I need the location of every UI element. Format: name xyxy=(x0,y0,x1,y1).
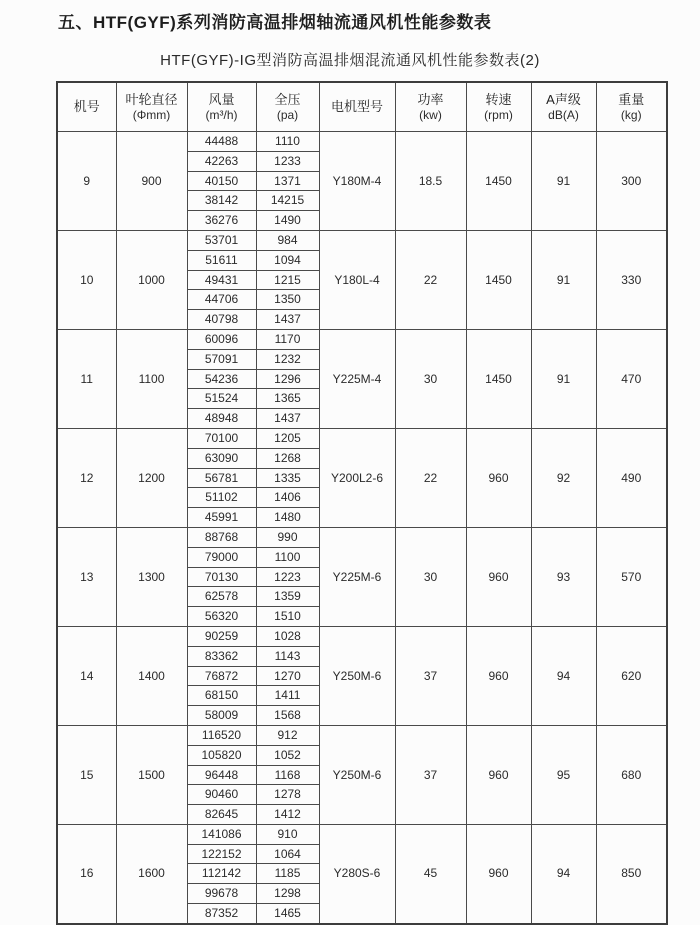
header-unit: (kw) xyxy=(419,108,442,122)
total-pressure-cell: 1510 xyxy=(256,607,319,627)
total-pressure-cell: 1406 xyxy=(256,488,319,508)
total-pressure-cell: 1490 xyxy=(256,211,319,231)
table-row xyxy=(57,725,667,745)
impeller-diameter-cell: 1500 xyxy=(116,725,187,824)
total-pressure-cell: 1437 xyxy=(256,310,319,330)
total-pressure-cell: 1480 xyxy=(256,508,319,528)
col-header-weight xyxy=(596,82,667,132)
air-volume-cell: 116520 xyxy=(187,725,256,745)
table-row xyxy=(57,428,667,448)
air-volume-cell: 51524 xyxy=(187,389,256,409)
table-header-row xyxy=(57,82,667,132)
model-no-cell: 11 xyxy=(57,329,116,428)
total-pressure-cell: 1052 xyxy=(256,745,319,765)
model-no-cell: 16 xyxy=(57,824,116,923)
weight-cell: 470 xyxy=(596,329,667,428)
header-unit: (kg) xyxy=(620,108,642,122)
header-row xyxy=(57,82,667,132)
impeller-diameter-cell: 1000 xyxy=(116,230,187,329)
motor-model-cell: Y225M-4 xyxy=(319,329,395,428)
air-volume-cell: 141086 xyxy=(187,824,256,844)
table-subtitle: HTF(GYF)-IG型消防高温排烟混流通风机性能参数表(2) xyxy=(160,52,540,69)
header-label: 全压 xyxy=(274,92,301,107)
air-volume-cell: 44488 xyxy=(187,132,256,152)
power-cell: 30 xyxy=(395,527,466,626)
motor-model-cell: Y250M-6 xyxy=(319,725,395,824)
header-label: 重量 xyxy=(618,92,645,107)
col-header-impeller-diameter xyxy=(116,82,187,132)
total-pressure-cell: 1110 xyxy=(256,132,319,152)
col-header-total-pressure xyxy=(256,82,319,132)
header-label: 电机型号 xyxy=(330,99,383,114)
model-no-cell: 10 xyxy=(57,230,116,329)
total-pressure-cell: 910 xyxy=(256,824,319,844)
air-volume-cell: 48948 xyxy=(187,409,256,429)
total-pressure-cell: 1365 xyxy=(256,389,319,409)
air-volume-cell: 51611 xyxy=(187,250,256,270)
total-pressure-cell: 1094 xyxy=(256,250,319,270)
air-volume-cell: 62578 xyxy=(187,587,256,607)
speed-cell: 960 xyxy=(466,428,531,527)
table-row xyxy=(57,527,667,547)
air-volume-cell: 105820 xyxy=(187,745,256,765)
speed-cell: 1450 xyxy=(466,230,531,329)
power-cell: 22 xyxy=(395,428,466,527)
air-volume-cell: 90259 xyxy=(187,626,256,646)
air-volume-cell: 90460 xyxy=(187,785,256,805)
speed-cell: 960 xyxy=(466,626,531,725)
speed-cell: 960 xyxy=(466,824,531,923)
air-volume-cell: 44706 xyxy=(187,290,256,310)
header-unit: dB(A) xyxy=(548,108,579,122)
col-header-motor-model xyxy=(319,82,395,132)
model-no-cell: 13 xyxy=(57,527,116,626)
air-volume-cell: 82645 xyxy=(187,805,256,825)
header-label: 风量 xyxy=(208,92,235,107)
air-volume-cell: 36276 xyxy=(187,211,256,231)
header-label: 功率 xyxy=(417,92,444,107)
power-cell: 37 xyxy=(395,626,466,725)
noise-level-cell: 92 xyxy=(531,428,596,527)
fan-performance-table xyxy=(56,81,668,925)
air-volume-cell: 83362 xyxy=(187,646,256,666)
air-volume-cell: 60096 xyxy=(187,329,256,349)
total-pressure-cell: 1168 xyxy=(256,765,319,785)
total-pressure-cell: 1296 xyxy=(256,369,319,389)
total-pressure-cell: 1298 xyxy=(256,884,319,904)
total-pressure-cell: 1335 xyxy=(256,468,319,488)
header-unit: (pa) xyxy=(276,108,299,122)
header-unit: (m³/h) xyxy=(205,108,238,122)
air-volume-cell: 49431 xyxy=(187,270,256,290)
header-unit: (rpm) xyxy=(484,108,513,122)
air-volume-cell: 122152 xyxy=(187,844,256,864)
motor-model-cell: Y280S-6 xyxy=(319,824,395,923)
weight-cell: 330 xyxy=(596,230,667,329)
weight-cell: 570 xyxy=(596,527,667,626)
total-pressure-cell: 1270 xyxy=(256,666,319,686)
motor-model-cell: Y200L2-6 xyxy=(319,428,395,527)
speed-cell: 960 xyxy=(466,725,531,824)
impeller-diameter-cell: 1100 xyxy=(116,329,187,428)
total-pressure-cell: 984 xyxy=(256,230,319,250)
weight-cell: 300 xyxy=(596,132,667,231)
col-header-power xyxy=(395,82,466,132)
total-pressure-cell: 1568 xyxy=(256,706,319,726)
noise-level-cell: 95 xyxy=(531,725,596,824)
total-pressure-cell: 1205 xyxy=(256,428,319,448)
total-pressure-cell: 1278 xyxy=(256,785,319,805)
noise-level-cell: 91 xyxy=(531,132,596,231)
air-volume-cell: 112142 xyxy=(187,864,256,884)
total-pressure-cell: 1100 xyxy=(256,547,319,567)
total-pressure-cell: 1412 xyxy=(256,805,319,825)
motor-model-cell: Y180L-4 xyxy=(319,230,395,329)
model-no-cell: 14 xyxy=(57,626,116,725)
col-header-model-no xyxy=(57,82,116,132)
speed-cell: 1450 xyxy=(466,132,531,231)
air-volume-cell: 54236 xyxy=(187,369,256,389)
weight-cell: 680 xyxy=(596,725,667,824)
air-volume-cell: 56781 xyxy=(187,468,256,488)
table-row xyxy=(57,824,667,844)
model-no-cell: 9 xyxy=(57,132,116,231)
total-pressure-cell: 990 xyxy=(256,527,319,547)
impeller-diameter-cell: 1300 xyxy=(116,527,187,626)
air-volume-cell: 63090 xyxy=(187,448,256,468)
model-no-cell: 15 xyxy=(57,725,116,824)
header-label: 转速 xyxy=(485,92,512,107)
total-pressure-cell: 1170 xyxy=(256,329,319,349)
air-volume-cell: 42263 xyxy=(187,151,256,171)
noise-level-cell: 94 xyxy=(531,626,596,725)
air-volume-cell: 40150 xyxy=(187,171,256,191)
impeller-diameter-cell: 1200 xyxy=(116,428,187,527)
air-volume-cell: 79000 xyxy=(187,547,256,567)
motor-model-cell: Y180M-4 xyxy=(319,132,395,231)
air-volume-cell: 53701 xyxy=(187,230,256,250)
total-pressure-cell: 1028 xyxy=(256,626,319,646)
power-cell: 45 xyxy=(395,824,466,923)
model-no-cell: 12 xyxy=(57,428,116,527)
table-row xyxy=(57,626,667,646)
col-header-speed xyxy=(466,82,531,132)
motor-model-cell: Y250M-6 xyxy=(319,626,395,725)
speed-cell: 1450 xyxy=(466,329,531,428)
total-pressure-cell: 1359 xyxy=(256,587,319,607)
table-body xyxy=(57,132,667,924)
air-volume-cell: 56320 xyxy=(187,607,256,627)
total-pressure-cell: 912 xyxy=(256,725,319,745)
air-volume-cell: 96448 xyxy=(187,765,256,785)
page-title: 五、HTF(GYF)系列消防高温排烟轴流通风机性能参数表 xyxy=(58,13,492,32)
total-pressure-cell: 1232 xyxy=(256,349,319,369)
noise-level-cell: 94 xyxy=(531,824,596,923)
table-row xyxy=(57,230,667,250)
air-volume-cell: 57091 xyxy=(187,349,256,369)
air-volume-cell: 87352 xyxy=(187,904,256,924)
power-cell: 30 xyxy=(395,329,466,428)
air-volume-cell: 38142 xyxy=(187,191,256,211)
air-volume-cell: 40798 xyxy=(187,310,256,330)
document-page xyxy=(0,8,700,921)
table-row xyxy=(57,329,667,349)
total-pressure-cell: 1215 xyxy=(256,270,319,290)
total-pressure-cell: 14215 xyxy=(256,191,319,211)
total-pressure-cell: 1185 xyxy=(256,864,319,884)
impeller-diameter-cell: 1600 xyxy=(116,824,187,923)
air-volume-cell: 70100 xyxy=(187,428,256,448)
total-pressure-cell: 1143 xyxy=(256,646,319,666)
weight-cell: 490 xyxy=(596,428,667,527)
air-volume-cell: 76872 xyxy=(187,666,256,686)
power-cell: 18.5 xyxy=(395,132,466,231)
weight-cell: 850 xyxy=(596,824,667,923)
total-pressure-cell: 1437 xyxy=(256,409,319,429)
total-pressure-cell: 1465 xyxy=(256,904,319,924)
noise-level-cell: 93 xyxy=(531,527,596,626)
header-label: 机号 xyxy=(73,99,100,114)
air-volume-cell: 45991 xyxy=(187,508,256,528)
header-label: A声级 xyxy=(546,92,581,107)
total-pressure-cell: 1350 xyxy=(256,290,319,310)
total-pressure-cell: 1233 xyxy=(256,151,319,171)
air-volume-cell: 70130 xyxy=(187,567,256,587)
total-pressure-cell: 1064 xyxy=(256,844,319,864)
total-pressure-cell: 1411 xyxy=(256,686,319,706)
noise-level-cell: 91 xyxy=(531,230,596,329)
air-volume-cell: 58009 xyxy=(187,706,256,726)
table-row xyxy=(57,132,667,152)
total-pressure-cell: 1268 xyxy=(256,448,319,468)
air-volume-cell: 68150 xyxy=(187,686,256,706)
header-label: 叶轮直径 xyxy=(125,92,178,107)
weight-cell: 620 xyxy=(596,626,667,725)
air-volume-cell: 51102 xyxy=(187,488,256,508)
col-header-air-volume xyxy=(187,82,256,132)
total-pressure-cell: 1223 xyxy=(256,567,319,587)
power-cell: 37 xyxy=(395,725,466,824)
power-cell: 22 xyxy=(395,230,466,329)
air-volume-cell: 88768 xyxy=(187,527,256,547)
noise-level-cell: 91 xyxy=(531,329,596,428)
impeller-diameter-cell: 900 xyxy=(116,132,187,231)
air-volume-cell: 99678 xyxy=(187,884,256,904)
motor-model-cell: Y225M-6 xyxy=(319,527,395,626)
impeller-diameter-cell: 1400 xyxy=(116,626,187,725)
col-header-noise-level xyxy=(531,82,596,132)
total-pressure-cell: 1371 xyxy=(256,171,319,191)
header-unit: (Φmm) xyxy=(132,108,171,122)
speed-cell: 960 xyxy=(466,527,531,626)
